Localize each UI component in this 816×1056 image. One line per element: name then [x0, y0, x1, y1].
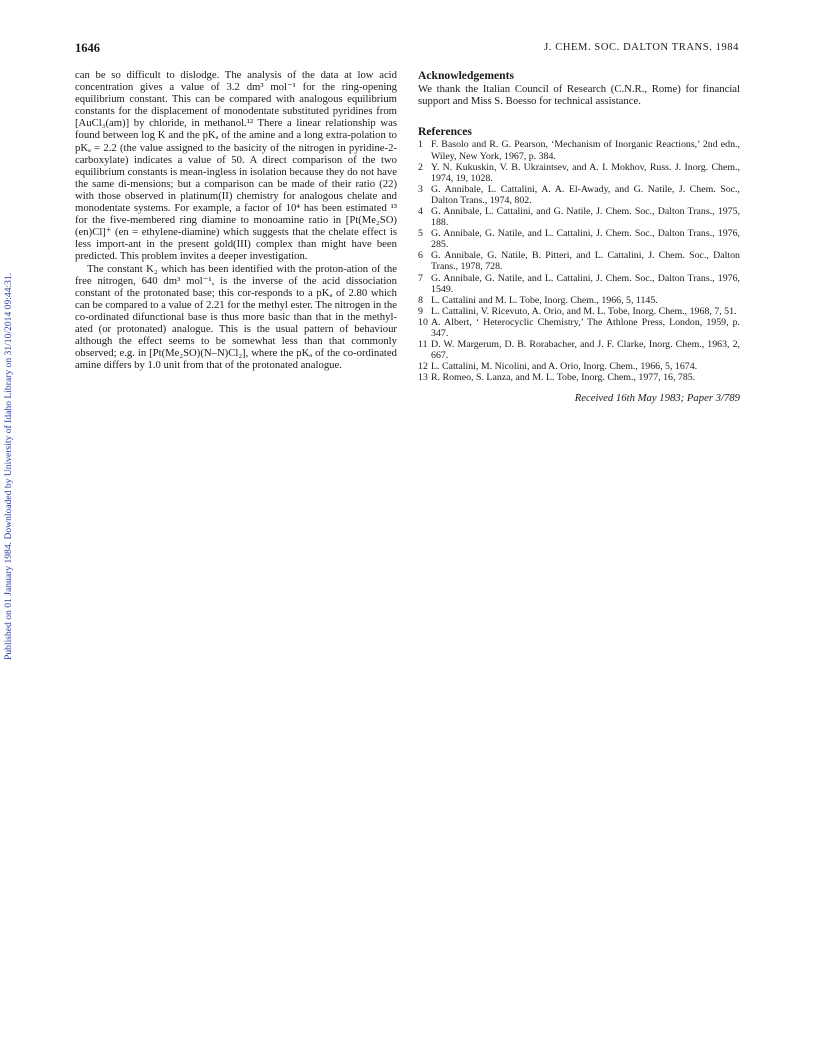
- reference-text: G. Annibale, G. Natile, B. Pitteri, and L. Cattalini, J. Chem. Soc., Dalton Trans., 1978, 728.: [431, 250, 740, 273]
- reference-text: G. Annibale, L. Cattalini, and G. Natile, J. Chem. Soc., Dalton Trans., 1975, 188.: [431, 205, 740, 229]
- reference-text: L. Cattalini, V. Ricevuto, A. Orio, and M. L. Tobe, Inorg. Chem., 1968, 7, 51.: [431, 305, 737, 317]
- reference-list: [418, 139, 740, 383]
- reference-text: L. Cattalini and M. L. Tobe, Inorg. Chem., 1966, 5, 1145.: [431, 294, 658, 306]
- reference-item: [418, 372, 740, 383]
- back-matter-column: [418, 69, 740, 405]
- acknowledgements-text: We thank the Italian Council of Research (C.N.R., Rome) for financial support and Miss S. Boesso for technical assistance.: [418, 83, 740, 108]
- received-date-line: Received 16th May 1983; Paper 3/789: [574, 392, 740, 405]
- reference-item: [418, 162, 740, 184]
- reference-number: 13: [418, 372, 428, 384]
- download-watermark: Published on 01 January 1984. Downloaded by University of Idaho Library on 31/10/2014 09:44:31.: [3, 272, 14, 660]
- acknowledgements-heading: Acknowledgements: [418, 69, 514, 82]
- reference-item: [418, 339, 740, 361]
- reference-number: 6: [418, 250, 423, 262]
- reference-number: 7: [418, 272, 423, 284]
- page-number: 1646: [75, 41, 100, 55]
- reference-item: [418, 139, 740, 161]
- reference-number: 4: [418, 205, 423, 217]
- reference-number: 3: [418, 183, 423, 195]
- reference-number: 1: [418, 139, 423, 151]
- references-heading: References: [418, 125, 472, 139]
- reference-item: [418, 206, 740, 228]
- reference-text: G. Annibale, G. Natile, and L. Cattalini, J. Chem. Soc., Dalton Trans., 1976, 1549.: [431, 272, 740, 295]
- reference-text: F. Basolo and R. G. Pearson, ‘Mechanism of Inorganic Reactions,’ 2nd edn., Wiley, New York, 1967, p. 384.: [431, 139, 740, 162]
- reference-item: [418, 273, 740, 295]
- reference-number: 5: [418, 228, 423, 240]
- reference-number: 11: [418, 339, 428, 351]
- reference-text: G. Annibale, L. Cattalini, A. A. El-Awady, and G. Natile, J. Chem. Soc., Dalton Trans., 1974, 802.: [431, 183, 740, 206]
- reference-item: [418, 361, 740, 372]
- reference-number: 2: [418, 161, 423, 173]
- journal-running-head: J. CHEM. SOC. DALTON TRANS. 1984: [544, 42, 739, 53]
- page-header: [75, 41, 739, 57]
- body-paragraph-1: can be so difficult to dislodge. The analysis of the data at low acid concentration gives a value of 3.2 dm³ mol⁻¹ for the ring-opening equilibrium constant. This can be compared with analogous equilibrium constants for the displacement of monodentate substituted pyridines from [AuCl₃(am)] by chloride, in methanol.¹² There a linear relationship was found between log K and the pKₐ of the amine and a long extra-polation to pKₐ = 2.2 (the value assigned to the basicity of the nitrogen in pyridine-2-carboxylate) indicates a value of 50. A direct comparison of the two equilibrium constants is mean-ingless in isolation because they do not have the same di-mensions; but a comparison can be made of their ratio (22) with those observed in platinum(II) chemistry for analogous chelate and monodentate systems. For example, a factor of 10⁴ has been estimated ¹³ for the five-membered ring diamine to monoamine ratio in [Pt(Me₂SO)(en)Cl]⁺ (en = ethylene-diamine) which suggests that the chelate effect is less import-ant in the present gold(III) complex than might have been predicted. This problem invites a deeper investigation.: [75, 69, 397, 263]
- reference-item: [418, 295, 740, 306]
- reference-number: 8: [418, 294, 423, 306]
- reference-text: Y. N. Kukuskin, V. B. Ukraintsev, and A. I. Mokhov, Russ. J. Inorg. Chem., 1974, 19, 1028.: [431, 161, 740, 184]
- reference-item: [418, 184, 740, 206]
- reference-text: D. W. Margerum, D. B. Rorabacher, and J. F. Clarke, Inorg. Chem., 1963, 2, 667.: [431, 339, 740, 362]
- body-paragraph-2: The constant K₂ which has been identified with the proton-ation of the free nitrogen, 640 dm³ mol⁻¹, is the inverse of the acid dissociation constant of the protonated base; this cor-responds to a pKₐ of 2.80 which can be compared to a value of 2.21 for the methyl ester. The nitrogen in the co-ordinated difunctional base is thus more basic than that in the methyl-ated (or protonated) analogue. This is the usual pattern of behaviour although the effect seems to be somewhat less than that commonly observed; e.g. in [Pt(Me₂SO)(N–N)Cl₂], where the pKₐ of the co-ordinated amine differs by 1.0 unit from that of the protonated analogue.: [75, 262, 397, 372]
- reference-item: [418, 317, 740, 339]
- reference-text: G. Annibale, G. Natile, and L. Cattalini, J. Chem. Soc., Dalton Trans., 1976, 285.: [431, 228, 740, 251]
- reference-number: 12: [418, 361, 428, 373]
- reference-number: 9: [418, 305, 423, 317]
- reference-text: R. Romeo, S. Lanza, and M. L. Tobe, Inorg. Chem., 1977, 16, 785.: [431, 372, 696, 384]
- reference-text: L. Cattalini, M. Nicolini, and A. Orio, Inorg. Chem., 1966, 5, 1674.: [431, 361, 698, 373]
- reference-number: 10: [418, 316, 428, 328]
- reference-item: [418, 306, 740, 317]
- reference-text: A. Albert, ‘ Heterocyclic Chemistry,’ The Athlone Press, London, 1959, p. 347.: [431, 316, 740, 339]
- reference-item: [418, 250, 740, 272]
- body-text-column: [75, 69, 397, 371]
- reference-item: [418, 228, 740, 250]
